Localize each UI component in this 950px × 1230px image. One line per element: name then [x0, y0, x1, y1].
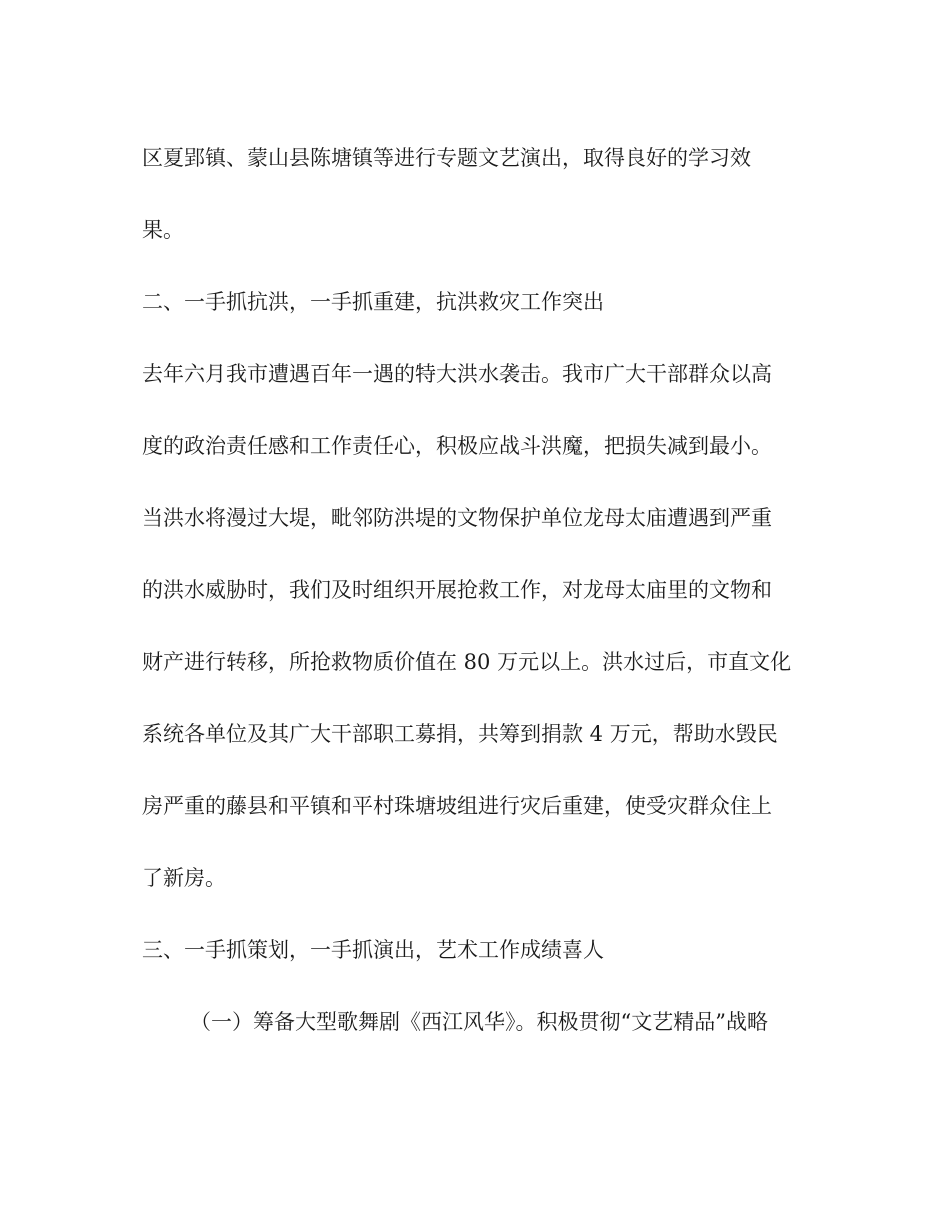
paragraph-line: 财产进行转移，所抢救物质价值在 80 万元以上。洪水过后，市直文化 [142, 650, 792, 674]
paragraph-line: 了新房。 [142, 866, 226, 890]
paragraph-line: 果。 [142, 218, 184, 242]
section-heading: 三、一手抓策划，一手抓演出，艺术工作成绩喜人 [142, 938, 604, 962]
paragraph-line: 当洪水将漫过大堤，毗邻防洪堤的文物保护单位龙母太庙遭遇到严重 [142, 506, 772, 530]
paragraph-line: 去年六月我市遭遇百年一遇的特大洪水袭击。我市广大干部群众以高 [142, 362, 772, 386]
subsection-heading: （一）筹备大型歌舞剧《西江风华》。积极贯彻“文艺精品”战略 [190, 1010, 768, 1034]
paragraph-line: 区夏郢镇、蒙山县陈塘镇等进行专题文艺演出，取得良好的学习效 [142, 146, 751, 170]
paragraph-line: 的洪水威胁时，我们及时组织开展抢救工作，对龙母太庙里的文物和 [142, 578, 772, 602]
paragraph-line: 系统各单位及其广大干部职工募捐，共筹到捐款 4 万元，帮助水毁民 [142, 722, 778, 746]
paragraph-line: 度的政治责任感和工作责任心，积极应战斗洪魔，把损失减到最小。 [142, 434, 772, 458]
paragraph-line: 房严重的藤县和平镇和平村珠塘坡组进行灾后重建，使受灾群众住上 [142, 794, 772, 818]
section-heading: 二、一手抓抗洪，一手抓重建，抗洪救灾工作突出 [142, 290, 604, 314]
